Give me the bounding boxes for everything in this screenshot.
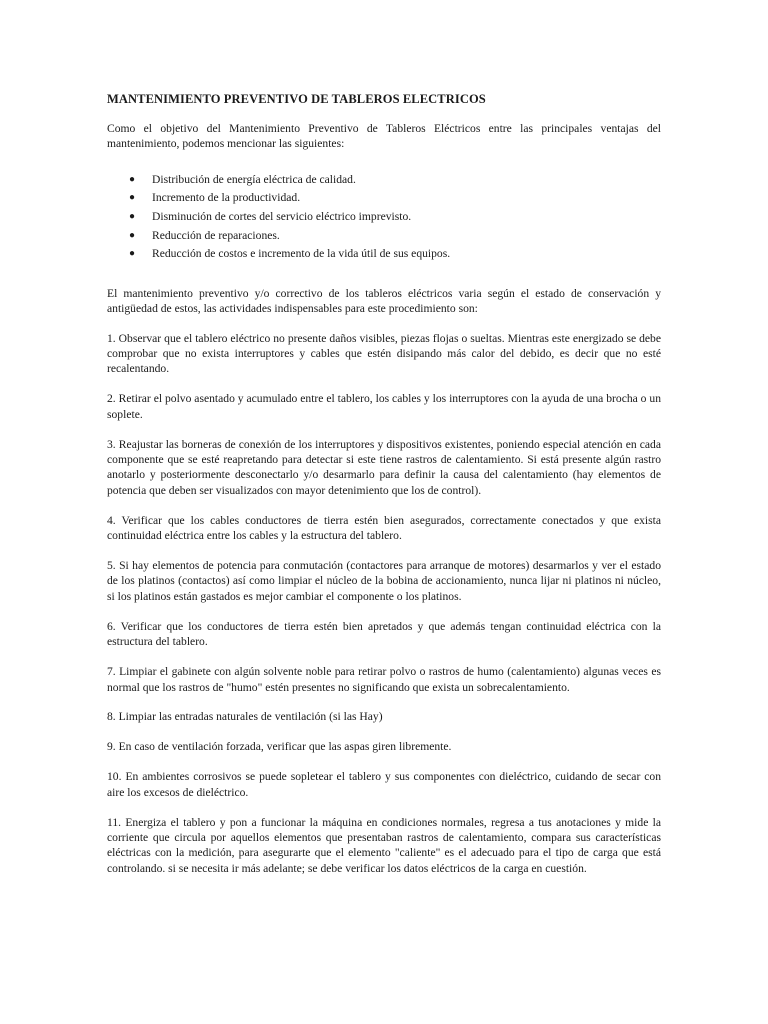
step-paragraph: 2. Retirar el polvo asentado y acumulado entre el tablero, los cables y los interruptores con la ayuda de una brocha o un soplete. [107,392,661,421]
step-paragraph: 8. Limpiar las entradas naturales de ventilación (si las Hay) [107,710,383,724]
list-item-text: Incremento de la productividad. [152,191,301,205]
step-paragraph: 4. Verificar que los cables conductores de tierra estén bien asegurados, correctamente conectados y que exista continuidad eléctrica entre los cables y la estructura del tablero. [107,513,661,543]
bullet-icon: ● [129,248,136,260]
list-item-text: Disminución de cortes del servicio eléctrico imprevisto. [152,210,412,223]
intro-paragraph: Como el objetivo del Mantenimiento Preventivo de Tableros Eléctricos entre las principales ventajas del mantenimiento, podemos mencionar las siguientes: [107,122,661,151]
bullet-icon: ● [129,173,136,185]
list-item-text: Distribución de energía eléctrica de calidad. [152,172,356,186]
bullet-icon: ● [129,192,136,204]
document-title: MANTENIMIENTO PREVENTIVO DE TABLEROS ELECTRICOS [107,92,486,106]
step-paragraph: 7. Limpiar el gabinete con algún solvente noble para retirar polvo o rastros de humo (calentamiento) algunas veces es normal que los rastros de "humo" estén presentes no significando que exista un sobrecalentamiento. [107,665,661,694]
step-paragraph: 9. En caso de ventilación forzada, verificar que las aspas giren libremente. [107,740,452,754]
list-item-text: Reducción de reparaciones. [152,228,280,242]
list-item [107,245,661,264]
step-paragraph: 1. Observar que el tablero eléctrico no presente daños visibles, piezas flojas o sueltas. Mientras este energizado se debe comprobar que no exista interruptores y cables que estén disipando más calor del debido, es decir que no esté recalentando. [107,331,661,376]
bullet-icon: ● [129,211,136,222]
list-item [107,171,661,190]
list-item [107,227,661,246]
step-paragraph: 6. Verificar que los conductores de tierra estén bien apretados y que además tengan continuidad eléctrica con la estructura del tablero. [107,619,661,649]
step-paragraph: 3. Reajustar las borneras de conexión de los interruptores y dispositivos existentes, poniendo especial atención en cada componente que se esté reapretando para detectar si este tiene rastros de calentamiento. Si está presente algún rastro anotarlo y posteriormente desconectarlo y/o desarmarlo para definir la causa del calentamiento (hay elementos de potencia que deben ser visualizados con mayor detenimiento que los de control). [107,437,661,497]
bullet-icon: ● [129,229,136,241]
procedure-intro-paragraph: El mantenimiento preventivo y/o correctivo de los tableros eléctricos varia según el estado de conservación y antigüedad de estos, las actividades indispensables para este procedimiento son: [107,286,661,316]
list-item-text: Reducción de costos e incremento de la vida útil de sus equipos. [152,247,451,261]
list-item [107,208,661,227]
list-item [107,189,661,208]
step-paragraph: 5. Si hay elementos de potencia para conmutación (contactores para arranque de motores) desarmarlos y ver el estado de los platinos (contactos) así como limpiar el núcleo de la bobina de accionamiento, nunca lijar ni platinos ni núcleo, si los platinos están gastados es mejor cambiar el componente o los platinos. [107,559,661,603]
step-paragraph: 10. En ambientes corrosivos se puede sopletear el tablero y sus componentes con dieléctrico, cuidando de secar con aire los excesos de dieléctrico. [107,770,661,799]
benefits-list [107,171,661,264]
step-paragraph: 11. Energiza el tablero y pon a funcionar la máquina en condiciones normales, regresa a tus anotaciones y mide la corriente que circula por aquellos elementos que presentaban rastros de calentamiento, compara sus características eléctricas con la medición, para asegurarte que el elemento "caliente" es el adecuado para el tipo de carga que está controlando. si se necesita ir más adelante; se debe verificar los datos eléctricos de la carga en cuestión. [107,815,661,875]
